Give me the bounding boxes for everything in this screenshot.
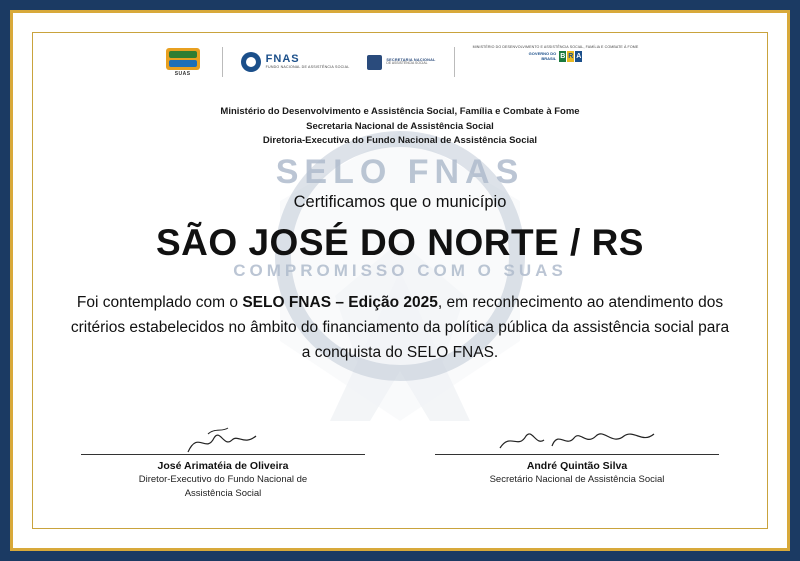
fnas-logo — [241, 45, 350, 79]
suas-logo-label: SUAS — [174, 70, 191, 77]
secretaria-nacional-logo — [367, 45, 435, 79]
certificate-lead-text: Certificamos que o município — [293, 193, 507, 211]
secretaria-logo-line2: DE ASSISTÊNCIA SOCIAL — [386, 61, 428, 66]
suas-mark-icon — [166, 48, 200, 70]
ministry-line-1: Ministério do Desenvolvimento e Assistência Social, Família e Combate à Fome — [220, 106, 580, 117]
governo-ministry-label: MINISTÉRIO DO DESENVOLVIMENTO E ASSISTÊNCIA SOCIAL, FAMÍLIA E COMBATE À FOME — [472, 45, 639, 49]
paragraph-part-1: Foi contemplado com o — [76, 294, 243, 311]
paragraph-highlight: SELO FNAS – Edição 2025 — [242, 294, 438, 311]
flag-letter-2: R — [568, 53, 574, 61]
signature-row — [73, 424, 727, 500]
signature-scribble-right — [427, 424, 727, 454]
signer-name-right: André Quintão Silva — [526, 459, 628, 472]
fnas-logo-title: FNAS — [265, 53, 300, 66]
flag-letter-3: A — [576, 53, 582, 61]
signature-block-left — [73, 424, 373, 500]
fnas-mark-icon — [241, 52, 261, 72]
secretaria-mark-icon — [367, 55, 382, 70]
signer-role-left-line2: Assistência Social — [184, 487, 262, 499]
logo-divider — [222, 47, 223, 77]
signer-name-left: José Arimatéia de Oliveira — [157, 459, 289, 472]
governo-brasil-line1: GOVERNO DO — [528, 51, 557, 57]
ministry-heading — [13, 105, 787, 149]
signer-role-left-line1: Diretor-Executivo do Fundo Nacional de — [138, 474, 308, 486]
ministry-line-2: Secretaria Nacional de Assistência Social — [306, 120, 494, 132]
secretaria-logo-line1: SECRETARIA NACIONAL — [386, 57, 436, 62]
municipality-name: SÃO JOSÉ DO NORTE / RS — [156, 222, 644, 263]
suas-logo — [162, 45, 204, 79]
watermark-bottom-text: COMPROMISSO COM O SUAS — [233, 261, 567, 280]
watermark-top-text: SELO FNAS — [275, 153, 525, 191]
paragraph-part-2: , em reconhecimento ao atendimento dos critérios estabelecidos no âmbito do financiamento da política pública da assistência social para a conquista do SELO FNAS. — [70, 294, 730, 362]
handwritten-signature-icon — [492, 426, 662, 456]
signer-role-right-line1: Secretário Nacional de Assistência Social — [489, 474, 665, 486]
handwritten-signature-icon — [178, 426, 268, 456]
flag-letter-1: B — [560, 53, 566, 61]
signature-block-right — [427, 424, 727, 500]
fnas-logo-subtitle: FUNDO NACIONAL DE ASSISTÊNCIA SOCIAL — [265, 64, 350, 69]
governo-brasil-line2: BRASIL — [541, 55, 557, 61]
certificate-paragraph — [58, 290, 742, 365]
logo-row — [13, 45, 787, 79]
ministry-line-3: Diretoria-Executiva do Fundo Nacional de Assistência Social — [262, 135, 538, 147]
certificate-body — [58, 193, 742, 365]
governo-federal-logo — [473, 45, 639, 79]
signature-scribble-left — [73, 424, 373, 454]
certificate-border — [10, 10, 790, 551]
brasil-flag-icon — [559, 51, 582, 62]
logo-divider-2 — [454, 47, 455, 77]
